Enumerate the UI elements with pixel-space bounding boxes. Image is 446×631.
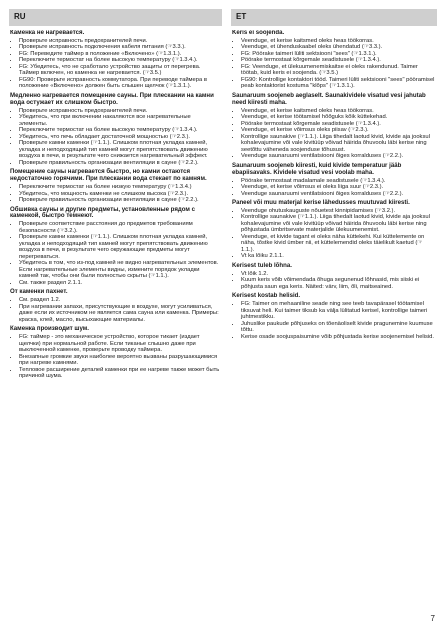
bullet-item: • Проверьте соответствие расстояния до предметов требованиям безопасности (☞3.2.). [19, 221, 220, 234]
bullet-item: • Veenduge saunaruumi ventilatsiooni õiges korralduses (☞2.2.). [241, 191, 435, 198]
section-heading: Kerisest tuleb lõhna. [232, 261, 292, 269]
bullet-item: • Переключите термостат на более высокую температуру (☞1.3.4.). [19, 57, 220, 64]
section-heading: Kerisest kostab helisid. [232, 292, 301, 300]
bullet-item: • Kontrollige saunakive (☞1.1.). Liiga tihedalt laotud kivid, kivide aja jooksul kohalevajumine või vale kivitüüp võivad häirida õhuvoolu läbi kerise ning põhjustada ümbritsevate materjalide ülekuumenemist. [241, 214, 435, 234]
bullet-list [232, 38, 435, 90]
troubleshooting-section [232, 163, 435, 197]
troubleshooting-section [10, 207, 220, 287]
section-heading: Paneel või muu materjal kerise lähedusses muutuvad kiiresti. [232, 199, 410, 207]
bullet-item: • Убедитесь, что печь обладает достаточной мощностью (☞2.3.). [19, 134, 220, 141]
bullet-item: • FG: Pöörake taimeri lüliti sektsiooni "sees" (☞1.3.1.). [241, 51, 435, 58]
bullet-item: • Убедитесь в том, что из-под камней не видно нагревательных элементов. Если нагревательные элементы видны, измените порядок укладки камней так, чтобы они были полностью скрыты (☞1.1.). [19, 260, 220, 280]
bullet-item: • Veenduge, et kerise töötamisel hõõguks kõik küttekehad. [241, 114, 435, 121]
bullet-item: • Переключите термостат на более высокую температуру (☞1.3.4.). [19, 127, 220, 134]
troubleshooting-section [232, 200, 435, 260]
language-code-ru: RU [14, 12, 26, 21]
bullet-item: • Проверьте правильность организации вентиляции в сауне (☞2.2.). [19, 197, 220, 204]
troubleshooting-section [10, 289, 220, 323]
troubleshooting-section [10, 169, 220, 203]
bullet-item: • Juhuslike paukude põhjuseks on tõenäoliselt kivide praguneminе kuumuse tõttu. [241, 321, 435, 334]
bullet-item: • Veenduge, et kerise võimsus oleks piisav (☞2.3.). [241, 127, 435, 134]
troubleshooting-section [232, 30, 435, 90]
bullet-item: • Veenduge ohutuskauguste nõuetest kinnipidamises (☞3.2.). [241, 208, 435, 215]
section-heading: Медленно нагревается помещение сауны. При плескании на камни вода остужает их слишком быстро. [10, 91, 214, 106]
bullet-item: • Vt ka lõiku 2.1.1. [241, 253, 435, 260]
bullet-item: • Veenduge saunaruumi ventilatsiooni õiges korralduses (☞2.2.). [241, 153, 435, 160]
bullet-item: • FG: Переведите таймер в положение «Включено» (☞1.3.1.). [19, 51, 220, 58]
language-header-et [231, 9, 437, 26]
language-code-et: ET [236, 12, 247, 21]
bullet-item: • Vt lõik 1.2. [241, 271, 435, 278]
bullet-item: • FG: Убедитесь, что не сработало устройство защиты от перегрева. Таймер включен, но каменка не нагревается. (☞3.5.) [19, 64, 220, 77]
section-heading: Каменка производит шум. [10, 325, 89, 333]
bullet-list [232, 178, 435, 198]
bullet-item: • FG: Veenduge, et ülekuumenemiskaitse ei oleks rakendunud. Taimer töötab, kuid keris ei soojenda. (☞3.5.) [241, 64, 435, 77]
troubleshooting-section [10, 93, 220, 166]
bullet-item: • FG90: Kontrollige kontaktori tööd. Taimeri lüliti sektsiooni "sees" pööramisel peab kontaktorist kostuma "klõps" (☞1.3.1.). [241, 77, 435, 90]
page-number: 7 [430, 614, 435, 623]
troubleshooting-section [10, 326, 220, 379]
russian-column [10, 30, 220, 611]
bullet-item: • Pöörake termostaat kõrgemale seadistusele (☞1.3.4.). [241, 121, 435, 128]
bullet-item: • FG: таймер - это механическое устройство, которое тикает (издает щелчки) при нормальной работе. Если тиканье слышно даже при выключенной каменке, проверьте проводку таймера. [19, 334, 220, 354]
bullet-item: • Veenduge, et kivide tagant ei oleks näha küttekehi. Kui küttelemente on näha, tõstke kivid ümber nii, et küttelemendid oleks täielikult kaetud (☞1.1.). [241, 234, 435, 254]
bullet-item: • Переключите термостат на более низкую температуру (☞1.3.4.) [19, 184, 220, 191]
bullet-item: • Убедитесь, что мощность каменки не слишком высока (☞2.3.). [19, 191, 220, 198]
troubleshooting-section [10, 30, 220, 90]
bullet-item: • Проверьте правильность организации вентиляции в сауне (☞2.2.). [19, 160, 220, 167]
bullet-item: • При нагревании запахи, присутствующие в воздухе, могут усиливаться, даже если их источником не является сама сауна или каменка. Примеры: краска, клей, масло, высыхающие материалы. [19, 304, 220, 324]
bullet-item: • См. также раздел 2.1.1. [19, 280, 220, 287]
bullet-list [10, 184, 220, 204]
bullet-item: • Убедитесь, что при включении накаляются все нагревательные элементы. [19, 114, 220, 127]
bullet-item: • Pöörake termostaat madalamale seadistusele (☞1.3.4.). [241, 178, 435, 185]
bullet-list [10, 297, 220, 323]
bullet-item: • Внезапные громкие звуки наиболее вероятно вызваны разрушающимися при нагреве камнями. [19, 354, 220, 367]
language-header-ru [9, 9, 222, 26]
section-heading: От каменки пахнет. [10, 288, 68, 296]
bullet-item: • Veenduge, et ühenduskaabel oleks ühendatud (☞3.3.). [241, 44, 435, 51]
bullet-list [10, 334, 220, 380]
bullet-item: • Проверьте камни каменки (☞1.1.). Слишком плотная укладка камней, укладка и неподходящий тип камней могут препятствовать движению воздуха в печи, в результате чего снижается нагревательный эффект. [19, 140, 220, 160]
estonian-column [232, 30, 435, 611]
bullet-item: • См. раздел 1.2. [19, 297, 220, 304]
bullet-item: • Veenduge, et kerise kaitsmed oleks heas töökorras. [241, 38, 435, 45]
bullet-list [232, 271, 435, 291]
bullet-list [232, 108, 435, 160]
bullet-item: • Kuum keris võib võimendada õhuga segunenud lõhnasid, mis siiski ei põhjusta saun ega keris. Näited: värv, liim, õli, maitseained. [241, 277, 435, 290]
bullet-item: • Проверьте исправность предохранителей печи. [19, 108, 220, 115]
section-heading: Каменка не нагревается. [10, 30, 85, 36]
bullet-item: • Kontrollige saunakive (☞1.1.). Liiga tihedalt laotud kivid, kivide aja jooksul kohalevajumine või vale kivitüüp võivad häirida õhuvoolu läbi kerise ning seetõttu väheneda soojenduse tõhusust. [241, 134, 435, 154]
bullet-list [232, 208, 435, 260]
bullet-item: • FG90: Проверьте исправность коммутатора. При переводе таймера в положение «Включено» должен быть слышен щелчок (☞1.3.1.). [19, 77, 220, 90]
bullet-list [232, 301, 435, 340]
bullet-list [10, 221, 220, 286]
troubleshooting-section [232, 263, 435, 290]
bullet-item: • Pöörake termostaat kõrgemale seadistusele (☞1.3.4.). [241, 57, 435, 64]
bullet-list [10, 108, 220, 167]
bullet-item: • Проверьте исправность предохранителей печи. [19, 38, 220, 45]
bullet-item: • Проверьте исправность подключения кабеля питания (☞3.3.). [19, 44, 220, 51]
section-heading: Saunaruum soojeneb kiiresti, kuid kivide temperatuur jääb ebapiisavaks. Kividele visatud vesi voolab maha. [232, 161, 402, 176]
bullet-item: • Kerise osade soojuspaisumine võib põhjustada kerise soojenemisel helisid. [241, 334, 435, 341]
bullet-item: • FG: Taimer on mehaaniline seade ning see teeb tavapärasel töötamisel tiksuvat heli. Kui taimer tiksub ka välja lülitatud kerisel, kontrollige taimeri juhtmestikku. [241, 301, 435, 321]
section-heading: Обшивка сауны и другие предметы, установленные рядом с каменкой, быстро темнеют. [10, 205, 195, 220]
section-heading: Помещение сауны нагревается быстро, но камни остаются недостаточно горячими. При плескании вода стекает по камням. [10, 168, 207, 183]
bullet-item: • Veenduge, et kerise võimsus ei oleks liiga suur (☞2.3.). [241, 184, 435, 191]
section-heading: Keris ei soojenda. [232, 30, 285, 36]
bullet-item: • Veenduge, et kerise kaitsmed oleks heas töökorras. [241, 108, 435, 115]
bullet-item: • Тепловое расширение деталей каменки при ее нагреве также может быть причиной шума. [19, 367, 220, 380]
bullet-list [10, 38, 220, 90]
bullet-item: • Проверьте камни каменки (☞1.1.). Слишком плотная укладка камней, укладка и неподходящий тип камней могут препятствовать движению воздуха в печи, в результате чего окружающие предметы могут перегреваться. [19, 234, 220, 260]
troubleshooting-section [232, 293, 435, 340]
section-heading: Saunaruum soojeneb aeglaselt. Saunakividele visatud vesi jahutab need kiiresti maha. [232, 91, 426, 106]
troubleshooting-section [232, 93, 435, 160]
